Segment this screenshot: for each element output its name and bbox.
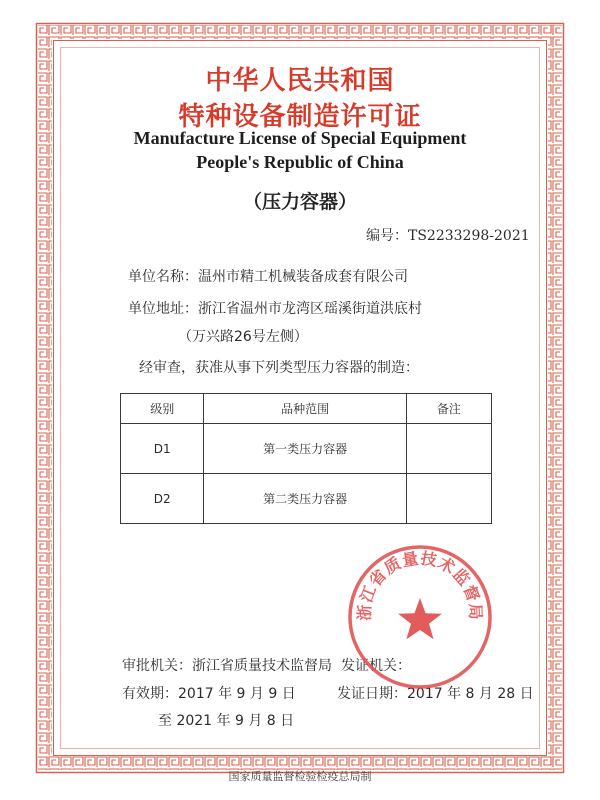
valid-from: 有效期：2017 年 9 月 9 日 — [122, 686, 296, 702]
table-row — [121, 474, 492, 524]
unit-address: 单位地址：浙江省温州市龙湾区瑶溪街道洪底村 — [128, 301, 422, 317]
row-scope: 第一类压力容器 — [204, 424, 406, 474]
issue-date: 发证日期：2017 年 8 月 28 日 — [337, 686, 534, 702]
row-scope: 第二类压力容器 — [204, 474, 406, 524]
title-english-country: People's Republic of China — [196, 152, 404, 172]
approval-statement: 经审查，获准从事下列类型压力容器的制造： — [139, 360, 419, 376]
table-row — [121, 424, 492, 474]
title-english-license: Manufacture License of Special Equipment — [133, 128, 467, 148]
unit-address-line2: （万兴路26号左侧） — [178, 329, 308, 345]
star-icon — [398, 598, 442, 639]
scope-table — [120, 393, 492, 524]
footer-printed-by: 国家质量监督检验检疫总局制 — [228, 770, 372, 783]
issuing-authority: 发证机关： — [341, 658, 411, 674]
official-seal — [345, 542, 495, 692]
header-note: 备注 — [406, 394, 491, 424]
approving-authority: 审批机关：浙江省质量技术监督局 — [122, 658, 332, 674]
seal-text: 浙江省质量技术监督局 — [354, 548, 486, 621]
valid-to: 至 2021 年 9 月 8 日 — [158, 713, 295, 729]
certificate-number: 编号：TS2233298-2021 — [366, 228, 530, 244]
header-level: 级别 — [121, 394, 204, 424]
row-level: D1 — [121, 424, 204, 474]
row-level: D2 — [121, 474, 204, 524]
header-scope: 品种范围 — [204, 394, 406, 424]
row-note — [406, 424, 491, 474]
title-chinese-license: 特种设备制造许可证 — [178, 102, 422, 132]
row-note — [406, 474, 491, 524]
title-chinese-country: 中华人民共和国 — [205, 66, 395, 96]
certificate-category: （压力容器） — [242, 191, 357, 213]
unit-name: 单位名称：温州市精工机械装备成套有限公司 — [128, 269, 408, 285]
table-header-row — [121, 394, 492, 424]
